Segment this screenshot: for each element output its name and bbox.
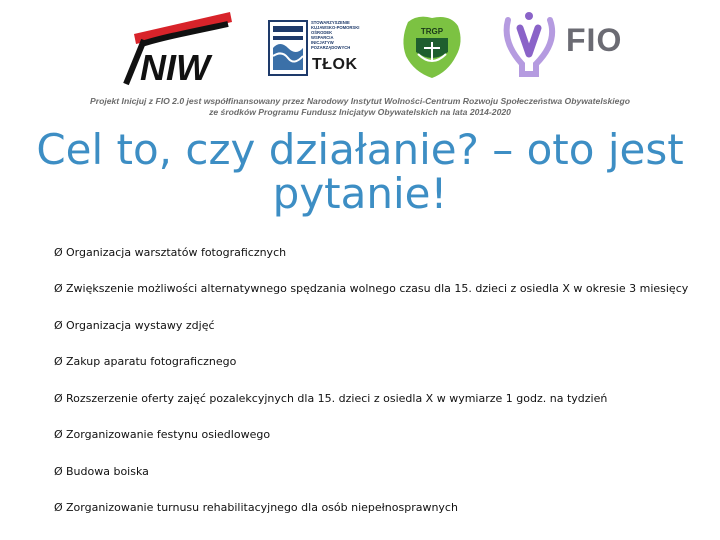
bullet-list <box>54 234 704 526</box>
tlok-subtitle-line: POZARZĄDOWYCH <box>311 45 351 50</box>
logo-bar <box>0 0 720 90</box>
list-item <box>54 344 704 381</box>
arrow-bullet-icon: Ø <box>54 501 63 515</box>
list-item <box>54 380 704 417</box>
trgp-label: TRGP <box>420 27 444 36</box>
niw-logo <box>120 8 242 88</box>
list-item-text: Zakup aparatu fotograficznego <box>66 355 237 369</box>
list-item-text: Budowa boiska <box>66 464 149 478</box>
list-item <box>54 453 704 490</box>
list-item-text: Zorganizowanie festynu osiedlowego <box>66 428 271 442</box>
arrow-bullet-icon: Ø <box>54 428 63 442</box>
list-item <box>54 271 704 308</box>
list-item <box>54 490 704 527</box>
list-item <box>54 417 704 454</box>
arrow-bullet-icon: Ø <box>54 282 63 296</box>
list-item <box>54 234 704 271</box>
list-item-text: Rozszerzenie oferty zajęć pozalekcyjnych dla 15. dzieci z osiedla X w wymiarze 1 godz. na tydzień <box>66 391 608 405</box>
title-line: pytanie! <box>272 169 448 218</box>
arrow-bullet-icon: Ø <box>54 464 63 478</box>
list-item-text: Zorganizowanie turnusu rehabilitacyjnego dla osób niepełnosprawnych <box>66 501 458 515</box>
tlok-subtitle-line: OŚRODEK <box>311 30 333 35</box>
tlok-subtitle-line: STOWARZYSZENIE <box>311 20 350 25</box>
tlok-name: TŁOK <box>312 56 358 73</box>
page-title <box>0 125 720 218</box>
tlok-subtitle-line: INICJATYW <box>311 40 334 45</box>
project-note-line: Projekt Inicjuj z FIO 2.0 jest współfinansowany przez Narodowy Instytut Wolności-Centrum Rozwoju Społeczeństwa Obywatelskiego <box>90 96 630 106</box>
project-note-line: ze środków Programu Fundusz Inicjatyw Obywatelskich na lata 2014-2020 <box>209 107 511 117</box>
title-line: Cel to, czy działanie? – oto jest <box>36 125 684 174</box>
list-item-text: Organizacja wystawy zdjęć <box>66 318 215 332</box>
tlok-subtitle-line: KUJAWSKO-POMORSKI <box>311 25 360 30</box>
trgp-logo <box>398 12 466 82</box>
tlok-subtitle <box>311 20 376 50</box>
project-cofinancing-note <box>0 96 720 118</box>
arrow-bullet-icon: Ø <box>54 391 63 405</box>
list-item-text: Organizacja warsztatów fotograficznych <box>66 245 287 259</box>
tlok-logo <box>268 18 376 80</box>
list-item <box>54 307 704 344</box>
fio-logo <box>498 8 628 78</box>
niw-logo-text: NIW <box>140 47 210 88</box>
arrow-bullet-icon: Ø <box>54 245 63 259</box>
fio-logo-text: FIO <box>566 22 623 58</box>
list-item-text: Zwiększenie możliwości alternatywnego spędzania wolnego czasu dla 15. dzieci z osiedla X w okresie 3 miesięcy <box>66 282 689 296</box>
arrow-bullet-icon: Ø <box>54 318 63 332</box>
arrow-bullet-icon: Ø <box>54 355 63 369</box>
tlok-subtitle-line: WSPARCIA <box>311 35 334 40</box>
